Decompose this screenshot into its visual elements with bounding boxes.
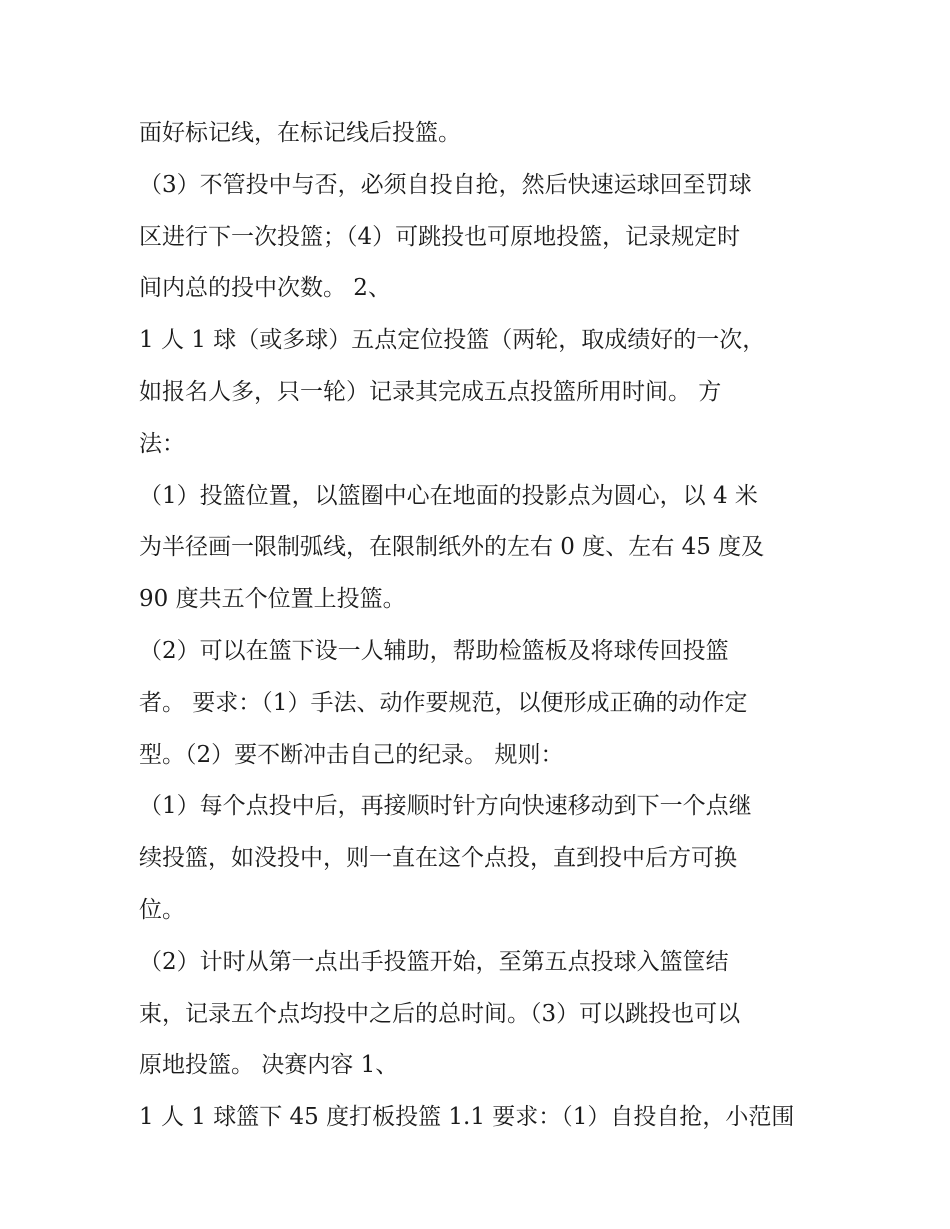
text-line: 如报名人多，只一轮）记录其完成五点投篮所用时间。 方: [139, 378, 722, 405]
text-line: 90 度共五个位置上投篮。: [139, 586, 406, 613]
text-line: 束，记录五个点均投中之后的总时间。（3）可以跳投也可以: [139, 1000, 741, 1027]
text-line: 面好标记线，在标记线后投篮。: [139, 120, 461, 146]
text-line: （3）不管投中与否，必须自投自抢，然后快速运球回至罚球: [139, 171, 752, 198]
text-line: （1）每个点投中后，再接顺时针方向快速移动到下一个点继: [139, 793, 752, 820]
text-line: 位。: [139, 896, 185, 923]
text-line: 者。 要求：（1）手法、动作要规范，以便形成正确的动作定: [139, 689, 748, 716]
text-line: （2）可以在篮下设一人辅助，帮助检篮板及将球传回投篮: [139, 637, 729, 664]
text-line: 1 人 1 球（或多球）五点定位投篮（两轮，取成绩好的一次，: [139, 327, 766, 354]
text-line: 1 人 1 球篮下 45 度打板投篮 1.1 要求：（1）自投自抢，小范围: [139, 1104, 795, 1131]
text-line: 续投篮，如没投中，则一直在这个点投，直到投中后方可换: [139, 845, 737, 872]
text-line: 原地投篮。 决赛内容 1、: [139, 1052, 399, 1079]
text-line: 间内总的投中次数。 2、: [139, 275, 391, 302]
text-line: 区进行下一次投篮；（4）可跳投也可原地投篮，记录规定时: [139, 223, 741, 250]
text-line: （2）计时从第一点出手投篮开始，至第五点投球入篮筐结: [139, 948, 729, 975]
document-body: [139, 108, 819, 1144]
text-line: 法：: [139, 430, 185, 457]
text-line: 为半径画一限制弧线，在限制纸外的左右 0 度、左右 45 度及: [139, 534, 765, 561]
text-line: （1）投篮位置，以篮圈中心在地面的投影点为圆心，以 4 米: [139, 482, 758, 509]
text-line: 型。（2）要不断冲击自己的纪录。 规则：: [139, 741, 564, 768]
